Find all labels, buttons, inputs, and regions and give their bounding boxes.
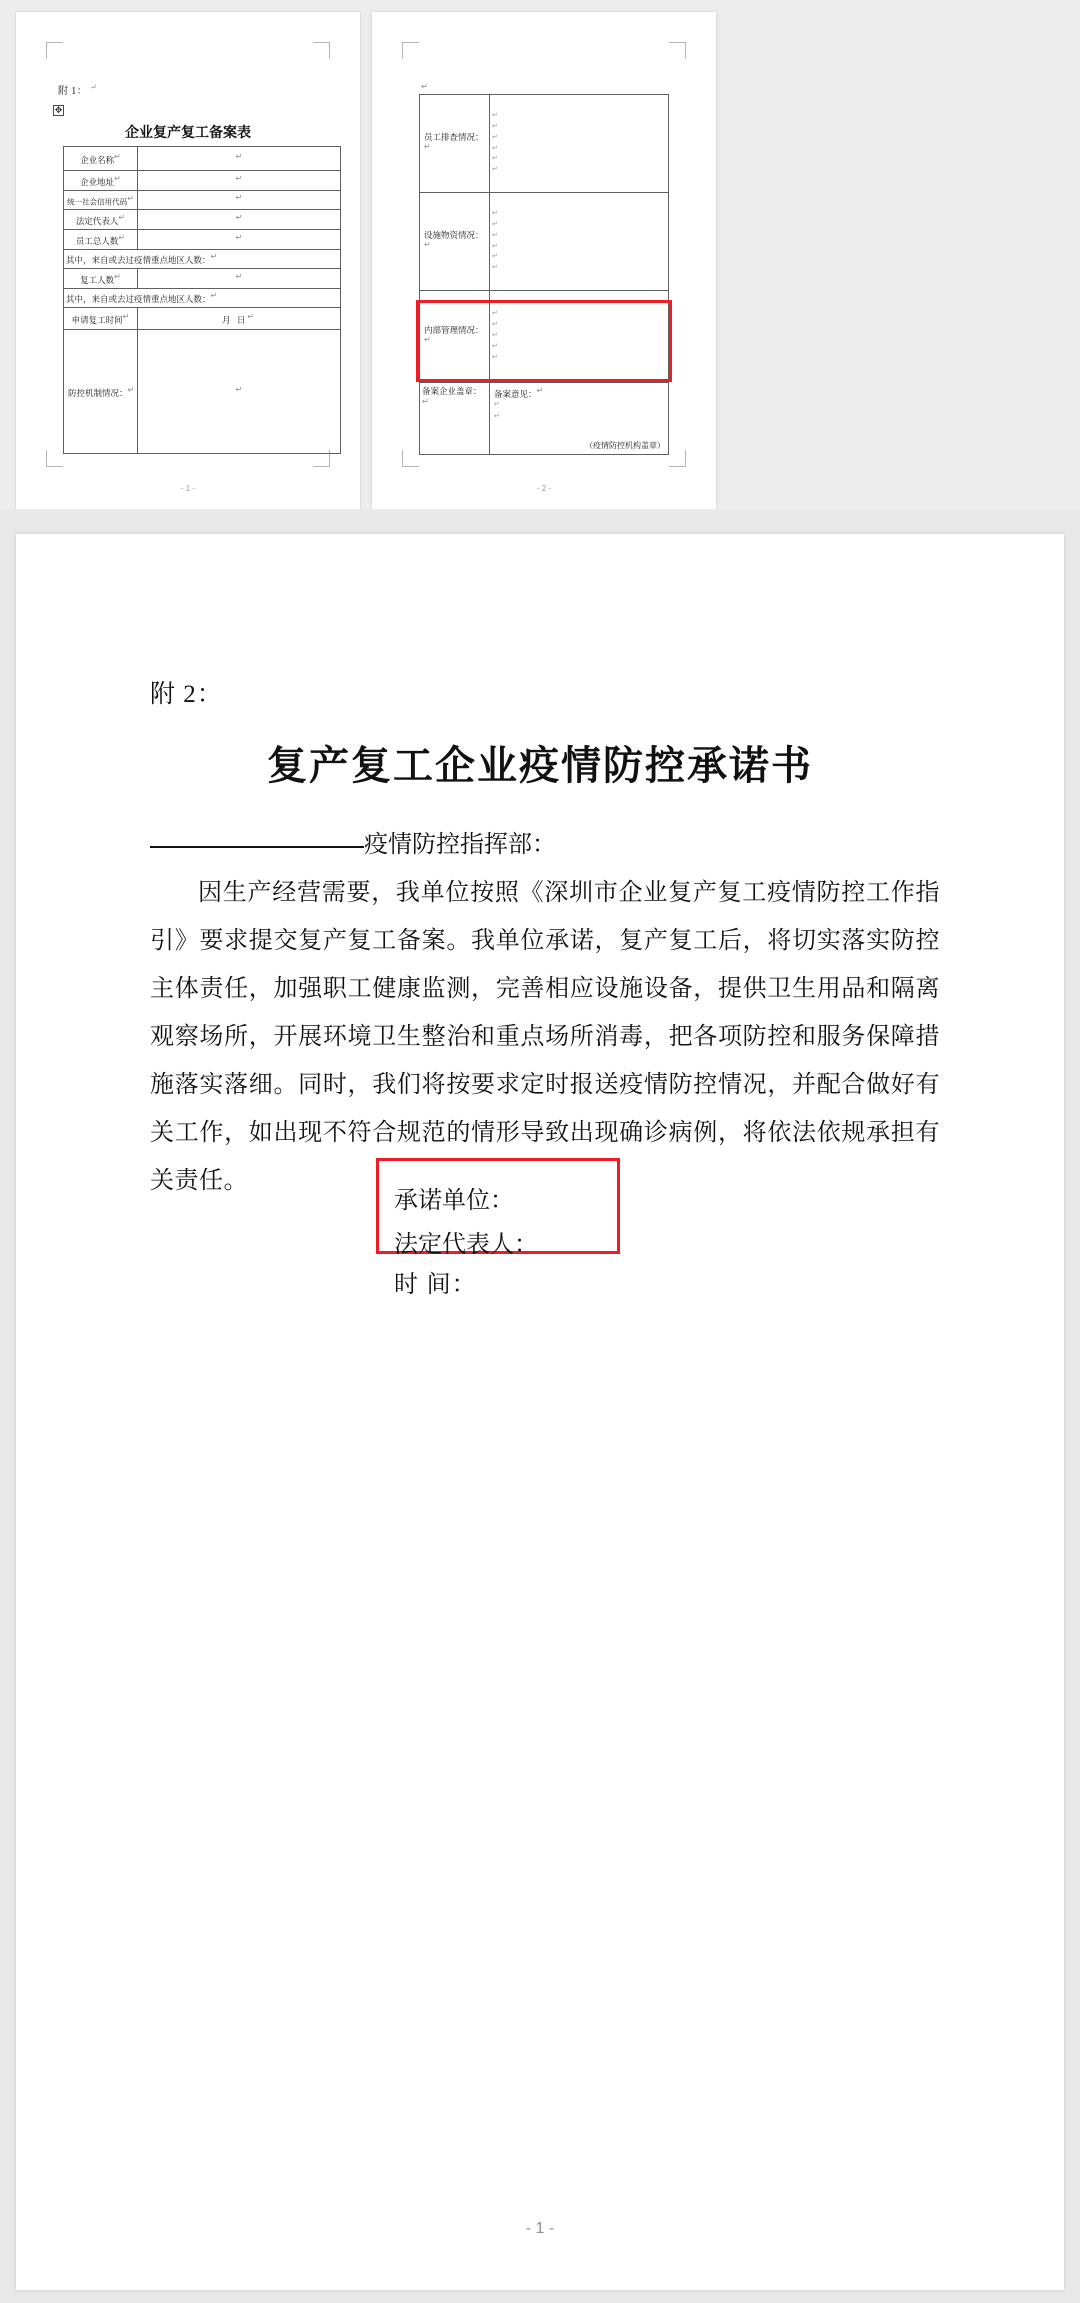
table-row[interactable] (64, 191, 341, 210)
row-label: 内部管理情况：↵ (420, 291, 490, 383)
page3-signature-block (394, 1179, 538, 1268)
table-row[interactable] (64, 210, 341, 230)
row-label-full: 其中，来自或去过疫情重点地区人数：↵ (64, 250, 341, 269)
row-label: 员工总人数↵ (64, 230, 138, 250)
crop-mark-top-right (313, 42, 330, 59)
pilcrow-mark: ↵ (127, 193, 134, 203)
row-label: 设施物资情况：↵ (420, 193, 490, 291)
filing-form-table (63, 146, 341, 454)
pilcrow-mark: ↵ (114, 173, 121, 183)
crop-mark-top-right (669, 42, 686, 59)
row-label: 防控机制情况：↵ (64, 330, 138, 454)
pilcrow-mark: ↵ (235, 212, 243, 222)
pilcrow-mark: ↵ (492, 220, 498, 228)
pilcrow-mark: ↵ (492, 342, 498, 350)
crop-mark-top-left (402, 42, 419, 59)
pilcrow-mark: ↵ (494, 412, 500, 420)
crop-mark-bottom-right (669, 450, 686, 467)
pilcrow-mark: ↵ (114, 271, 121, 281)
document-page-3[interactable] (16, 534, 1064, 2290)
pilcrow-mark: ↵ (235, 384, 243, 394)
pilcrow-mark: ↵ (492, 264, 498, 272)
row-value (138, 191, 341, 210)
table-row-stamp[interactable] (420, 383, 669, 455)
row-value (138, 230, 341, 250)
pilcrow-mark: ↵ (235, 271, 243, 281)
document-page-1[interactable] (16, 12, 360, 509)
table-row[interactable] (64, 308, 341, 330)
document-page-2[interactable] (372, 12, 716, 509)
row-value (138, 147, 341, 171)
pilcrow-mark: ↵ (492, 155, 498, 163)
pilcrow-mark: ↵ (235, 173, 243, 183)
salutation-blank-line[interactable] (150, 846, 364, 848)
row-label: 复工人数↵ (64, 269, 138, 289)
table-row[interactable] (64, 330, 341, 454)
page1-attachment-label: 附 1： ↵ (58, 82, 98, 97)
page3-attachment-label: 附 2： (150, 681, 223, 708)
table-row[interactable] (64, 230, 341, 250)
row-value[interactable] (490, 291, 669, 383)
pilcrow-mark: ↵ (492, 332, 498, 340)
pilcrow-mark: ↵ (235, 151, 243, 161)
crop-mark-top-left (46, 42, 63, 59)
row-value (138, 330, 341, 454)
pilcrow-mark: ↵ (114, 151, 121, 161)
crop-mark-bottom-left (402, 450, 419, 467)
pilcrow-mark: ↵ (235, 193, 243, 203)
signature-legal-rep-label: 法定代表人： (394, 1231, 538, 1259)
pilcrow-mark: ↵ (118, 232, 126, 242)
row-label: 企业地址↵ (64, 171, 138, 191)
stamp-authority-note: （疫情防控机构盖章） (585, 441, 665, 450)
pilcrow-mark: ↵ (492, 231, 498, 239)
pilcrow-mark: ↵ (492, 133, 498, 141)
pilcrow-mark: ↵ (424, 142, 431, 152)
page3-footer: - 1 - (525, 2220, 555, 2237)
pilcrow-mark: ↵ (492, 166, 498, 174)
row-value (138, 269, 341, 289)
table-row[interactable] (420, 291, 669, 383)
table-row[interactable] (64, 171, 341, 191)
crop-mark-bottom-left (46, 450, 63, 467)
page3-salutation: 疫情防控指挥部： (150, 824, 556, 859)
table-row[interactable] (64, 147, 341, 171)
pilcrow-mark: ↵ (235, 232, 243, 242)
row-label-full: 其中，来自或去过疫情重点地区人数：↵ (64, 289, 341, 308)
pilcrow-mark: ↵ (424, 240, 431, 250)
table-row[interactable] (64, 269, 341, 289)
pilcrow-mark: ↵ (247, 311, 257, 321)
stamp-company-cell: 备案企业盖章：↵ (420, 383, 490, 455)
row-label: 统一社会信用代码↵ (64, 191, 138, 210)
row-label: 员工排查情况：↵ (420, 95, 490, 193)
signature-unit-label: 承诺单位： (394, 1187, 514, 1214)
pilcrow-mark: ↵ (424, 335, 431, 345)
pilcrow-mark: ↵ (492, 122, 498, 130)
page-gap-strip (0, 509, 1080, 534)
page3-title: 复产复工企业疫情防控承诺书 (267, 744, 813, 788)
row-label: 申请复工时间↵ (64, 308, 138, 330)
pilcrow-mark: ↵ (492, 111, 498, 119)
table-move-handle[interactable]: ✥ (54, 105, 63, 115)
row-value (138, 210, 341, 230)
pilcrow-mark: ↵ (492, 310, 498, 318)
row-label: 企业名称↵ (64, 147, 138, 171)
pilcrow-mark: ↵ (210, 252, 218, 262)
signature-time-label: 时 间： (394, 1271, 477, 1298)
row-value[interactable] (490, 95, 669, 193)
page1-footer: - 1 - (180, 484, 196, 493)
pilcrow-mark: ↵ (210, 291, 218, 301)
filing-form-table-continued (419, 94, 669, 455)
page1-title: 企业复产复工备案表 (125, 126, 251, 141)
pilcrow-mark: ↵ (492, 144, 498, 152)
pilcrow-mark: ↵ (127, 384, 135, 394)
page3-body-text: 因生产经营需要，我单位按照《深圳市企业复产复工疫情防控工作指引》要求提交复产复工备案。我单位承诺，复产复工后，将切实落实防控主体责任，加强职工健康监测，完善相应设施设备，提供卫生用品和隔离观察场所，开展环境卫生整治和重点场所消毒，把各项防控和服务保障措施落实落细。同时，我们将按要求定时报送疫情防控情况，并配合做好有关工作，如出现不符合规范的情形导致出现确诊病例，将依法依规承担有关责任。 (150, 879, 940, 1194)
pilcrow-mark: ↵ (536, 386, 544, 395)
pilcrow-mark: ↵ (422, 396, 429, 406)
table-row[interactable] (64, 289, 341, 308)
pilcrow-mark: ↵ (90, 82, 98, 92)
pilcrow-mark: ↵ (492, 253, 498, 261)
pilcrow-mark: ↵ (122, 311, 130, 321)
table-row[interactable] (420, 193, 669, 291)
pilcrow-mark: ↵ (421, 82, 428, 91)
row-value[interactable] (490, 193, 669, 291)
pilcrow-mark: ↵ (492, 242, 498, 250)
pilcrow-mark: ↵ (492, 321, 498, 329)
row-value-date: 月 日↵ (138, 308, 341, 330)
stamp-opinion-cell (490, 383, 669, 455)
pilcrow-mark: ↵ (492, 209, 498, 217)
table-row[interactable] (64, 250, 341, 269)
pilcrow-mark: ↵ (494, 401, 500, 409)
stamp-opinion-label: 备案意见：↵ (494, 386, 544, 399)
pilcrow-mark: ↵ (118, 212, 126, 222)
pilcrow-mark: ↵ (492, 353, 498, 361)
row-label: 法定代表人↵ (64, 210, 138, 230)
table-row[interactable] (420, 95, 669, 193)
document-top-strip (0, 0, 1080, 516)
page2-footer: - 2 - (536, 484, 552, 493)
row-value (138, 171, 341, 191)
